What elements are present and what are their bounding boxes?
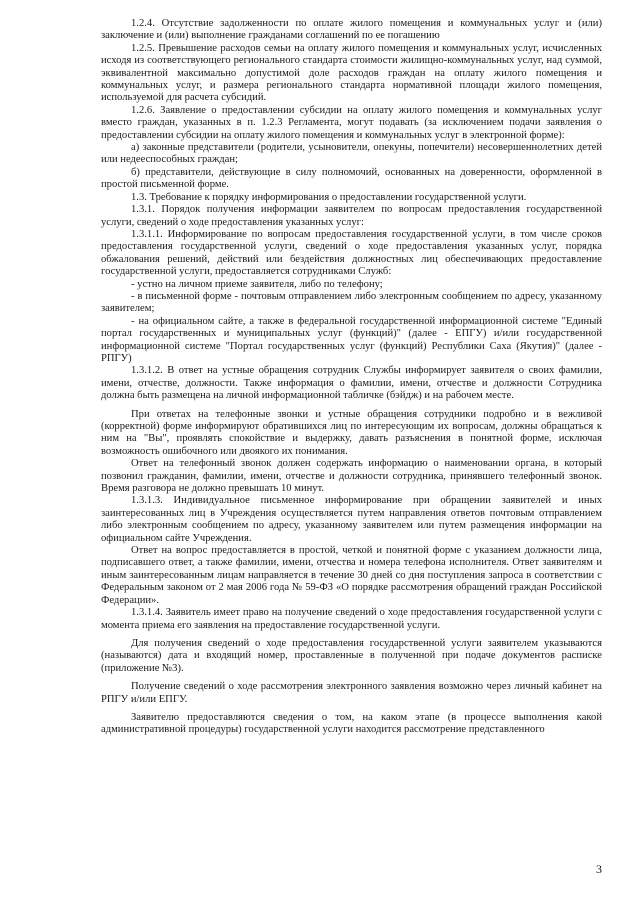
paragraph-answer-form: Ответ на вопрос предоставляется в простой, четкой и понятной форме с указанием должности лица, подписавшего ответ, а также фамилии, имени, отчества и номера телефона исполнителя. Ответ заявителям и иным заинтересованным лицам направляется в течение 30 дней со дня поступления запроса в соответствии с Федеральным законом от 2 мая 2006 года № 59-ФЗ «О порядке рассмотрения обращений граждан Российской Федерации». xyxy=(101,545,602,606)
paragraph-bullet-oral: - устно на личном приеме заявителя, либо по телефону; xyxy=(131,278,383,290)
paragraph-1-3-1-1: 1.3.1.1. Информирование по вопросам предоставления государственной услуги, в том числе сроков предоставления государственной услуги, сведений о ходе предоставления указанных услуг, порядка обжалования решений, действий или бездействия должностных лиц обеспечивающих предоставление государственной услуги, предоставляется сотрудниками Служб: xyxy=(101,228,602,278)
paragraph-1-2-6: 1.2.6. Заявление о предоставлении субсидии на оплату жилого помещения и коммунальных услуг вместо граждан, указанных в п. 1.2.3 Регламента, могут подавать (за исключением подачи заявления о предоставлении субсидии на оплату жилого помещения и коммунальных услуг в электронной форме): xyxy=(101,104,602,141)
paragraph-electronic-status: Получение сведений о ходе рассмотрения электронного заявления возможно через личный кабинет на РПГУ и/или ЕПГУ. xyxy=(101,681,602,705)
paragraph-item-a: а) законные представители (родители, усыновители, опекуны, попечители) несовершеннолетних детей или недееспособных граждан; xyxy=(101,142,602,166)
paragraph-phone-calls: При ответах на телефонные звонки и устные обращения сотрудники подробно и в вежливой (корректной) форме информируют обратившихся лиц по интересующим их вопросам, должны обращаться к ним на "Вы", проявлять спокойствие и выдержку, давать разъяснения в понятной форме, исключая возможность ошибочного или двоякого их понимания. xyxy=(101,408,602,457)
paragraph-1-2-5: 1.2.5. Превышение расходов семьи на оплату жилого помещения и коммунальных услуг, исчисленных исходя из соответствующего регионального стандарта стоимости жилищно-коммунальных услуг, над суммой, эквивалентной максимально допустимой доле расходов граждан на оплату жилого помещения и коммунальных услуг, и размера регионального стандарта нормативной площади жилого помещения, используемой для расчета субсидий. xyxy=(101,42,602,104)
paragraph-item-b: б) представители, действующие в силу полномочий, основанных на доверенности, оформленной в простой письменной форме. xyxy=(101,166,602,191)
page-number: 3 xyxy=(596,862,602,876)
paragraph-bullet-website: - на официальном сайте, а также в федеральной государственной информационной системе "Единый портал государственных и муниципальных услуг (функций)" (далее - ЕПГУ) и/или государственной информационной системе "Портал государственных услуг (функций) Республики Саха (Якутия)" (далее - РПГУ) xyxy=(101,315,602,364)
paragraph-stage-info: Заявителю предоставляются сведения о том, на каком этапе (в процессе выполнения какой административной процедуры) государственной услуги находится рассмотрение представленного xyxy=(101,711,602,736)
paragraph-1-2-4: 1.2.4. Отсутствие задолженности по оплате жилого помещения и коммунальных услуг и (или) заключение и (или) выполнение гражданами соглашений по ее погашению xyxy=(101,18,602,42)
paragraph-1-3-1: 1.3.1. Порядок получения информации заявителем по вопросам предоставления государственной услуги, сведений о ходе предоставления указанных услуг: xyxy=(101,204,602,228)
paragraph-1-3: 1.3. Требование к порядку информирования о предоставлении государственной услуги. xyxy=(131,191,527,203)
paragraph-1-3-1-2: 1.3.1.2. В ответ на устные обращения сотрудник Службы информирует заявителя о своих фамилии, имени, отчестве, должности. Также информация о фамилии, имени, отчестве и должности Сотрудника должна быть размещена на личной информационной табличке (бэйдж) и на рабочем месте. xyxy=(101,365,602,402)
paragraph-1-3-1-3: 1.3.1.3. Индивидуальное письменное информирование при обращении заявителей и иных заинтересованных лиц в Учреждения осуществляется путем направления ответов почтовым отправлением либо электронным сообщением по адресу, указанному заявителем или путем размещения информации на официальном сайте Учреждения. xyxy=(101,495,602,544)
paragraph-1-3-1-4: 1.3.1.4. Заявитель имеет право на получение сведений о ходе предоставления государственной услуги с момента приема его заявления на предоставление государственной услуги. xyxy=(101,607,602,631)
paragraph-status-request: Для получения сведений о ходе предоставления государственной услуги заявителем указываются (называются) дата и входящий номер, проставленные в полученной при подаче документов расписке (приложение №3). xyxy=(101,637,602,674)
paragraph-bullet-written: - в письменной форме - почтовым отправлением либо электронным сообщением по адресу, указанному заявителем; xyxy=(101,290,602,315)
paragraph-phone-answer: Ответ на телефонный звонок должен содержать информацию о наименовании органа, в который позвонил гражданин, фамилии, имени, отчестве и должности сотрудника, принявшего телефонный звонок. Время разговора не должно превышать 10 минут. xyxy=(101,458,602,495)
